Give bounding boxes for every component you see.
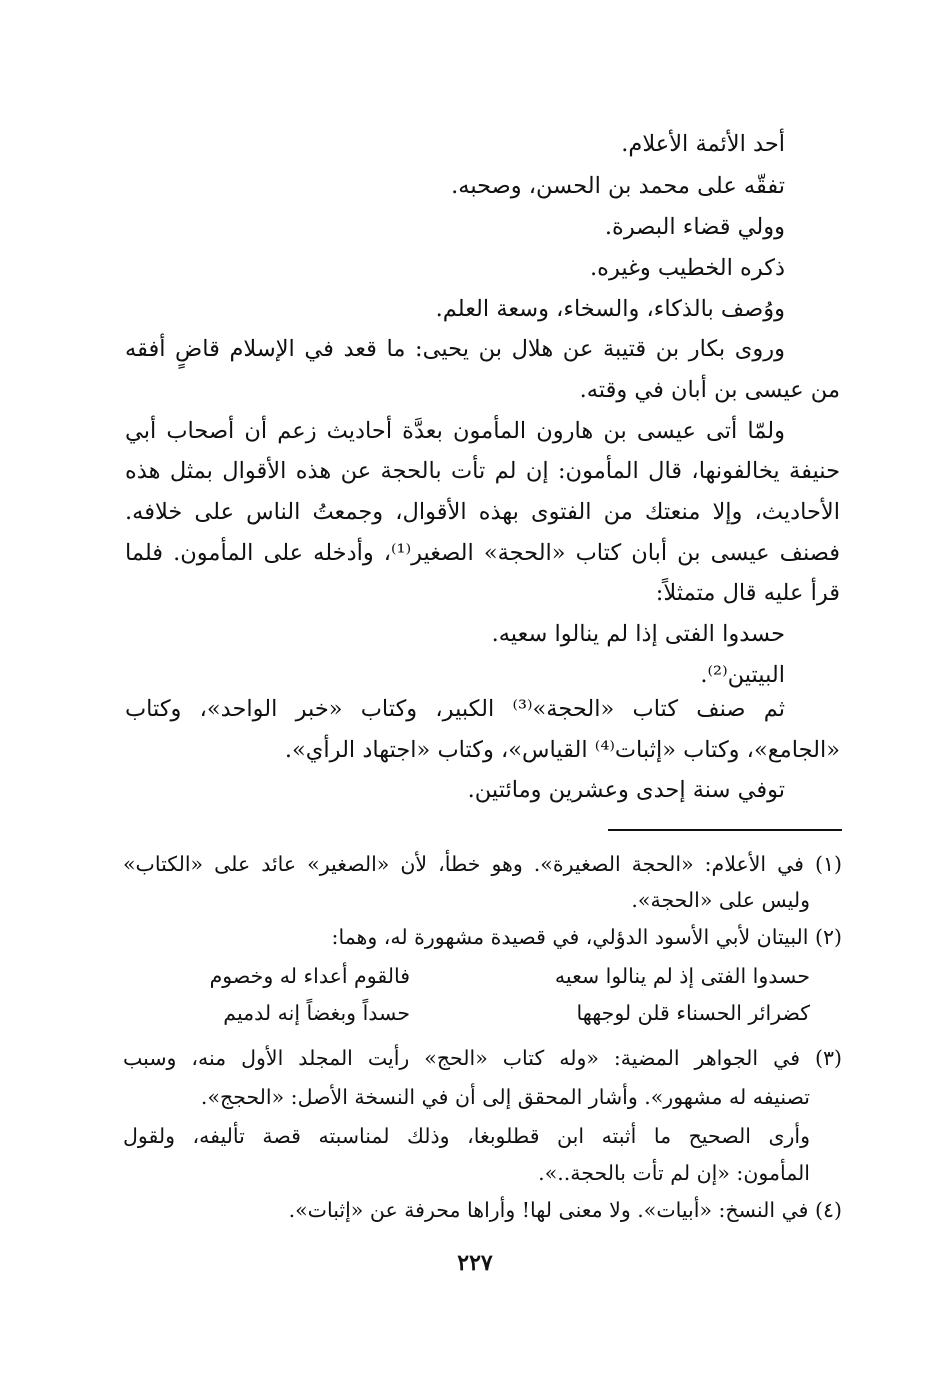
body-line: من عيسى بن أبان في وقته.	[579, 377, 840, 403]
body-line: ولمّا أتى عيسى بن هارون المأمون بعدَّة أحاديث زعم أن أصحاب أبي	[125, 418, 785, 444]
footnote-line: وأرى الصحيح ما أثبته ابن قطلوبغا، وذلك لمناسبته قصة تأليفه، ولقول	[123, 1124, 810, 1148]
body-line: ذكره الخطيب وغيره.	[590, 255, 785, 281]
footnote-line: (٣) في الجواهر المضية: «وله كتاب «الحج» رأيت المجلد الأول منه، وسبب	[123, 1046, 842, 1070]
verse-hemistich: حسدوا الفتى إذ لم ينالوا سعيه	[554, 964, 810, 988]
footnote-line: وليس على «الحجة».	[631, 888, 810, 912]
body-line: ثم صنف كتاب «الحجة»⁽³⁾ الكبير، وكتاب «خبر الواحد»، وكتاب	[125, 696, 785, 722]
verse-hemistich: فالقوم أعداء له وخصوم	[209, 964, 410, 988]
body-line: حنيفة يخالفونها، قال المأمون: إن لم تأت بالحجة عن هذه الأقوال بمثل هذه	[125, 458, 840, 484]
footnote-divider	[608, 829, 842, 831]
body-line: «الجامع»، وكتاب «إثبات⁽⁴⁾ القياس»، وكتاب «اجتهاد الرأي».	[284, 737, 840, 763]
body-line: أحد الأئمة الأعلام.	[621, 131, 785, 157]
footnote-line: (١) في الأعلام: «الحجة الصغيرة». وهو خطأ، لأن «الصغير» عائد على «الكتاب»	[123, 852, 842, 876]
page-number: ٢٢٧	[457, 1250, 493, 1276]
body-line: وولي قضاء البصرة.	[604, 214, 785, 240]
footnote-line: (٤) في النسخ: «أبيات». ولا معنى لها! وأراها محرفة عن «إثبات».	[288, 1198, 842, 1222]
body-line: توفي سنة إحدى وعشرين ومائتين.	[467, 777, 785, 803]
body-line: قرأ عليه قال متمثلاً:	[655, 580, 840, 606]
body-line: فصنف عيسى بن أبان كتاب «الحجة» الصغير⁽¹⁾، وأدخله على المأمون. فلما	[125, 540, 840, 566]
body-line: وروى بكار بن قتيبة عن هلال بن يحيى: ما قعد في الإسلام قاضٍ أفقه	[125, 336, 785, 362]
verse-hemistich: حسداً وبغضاً إنه لدميم	[223, 1001, 410, 1025]
footnote-line: (٢) البيتان لأبي الأسود الدؤلي، في قصيدة مشهورة له، وهما:	[331, 925, 842, 949]
body-line: ووُصف بالذكاء، والسخاء، وسعة العلم.	[435, 296, 785, 322]
verse-hemistich: كضرائر الحسناء قلن لوجهها	[576, 1001, 810, 1025]
body-line: الأحاديث، وإلا منعتك من الفتوى بهذه الأقوال، وجمعتُ الناس على خلافه.	[125, 499, 840, 525]
body-line: تفقّه على محمد بن الحسن، وصحبه.	[451, 173, 785, 199]
footnote-line: تصنيفه له مشهور». وأشار المحقق إلى أن في النسخة الأصل: «الحجج».	[200, 1085, 810, 1109]
body-line: البيتين⁽²⁾.	[700, 662, 785, 688]
footnote-line: المأمون: «إن لم تأت بالحجة..».	[538, 1161, 810, 1185]
quoted-verse: حسدوا الفتى إذا لم ينالوا سعيه.	[491, 621, 785, 647]
